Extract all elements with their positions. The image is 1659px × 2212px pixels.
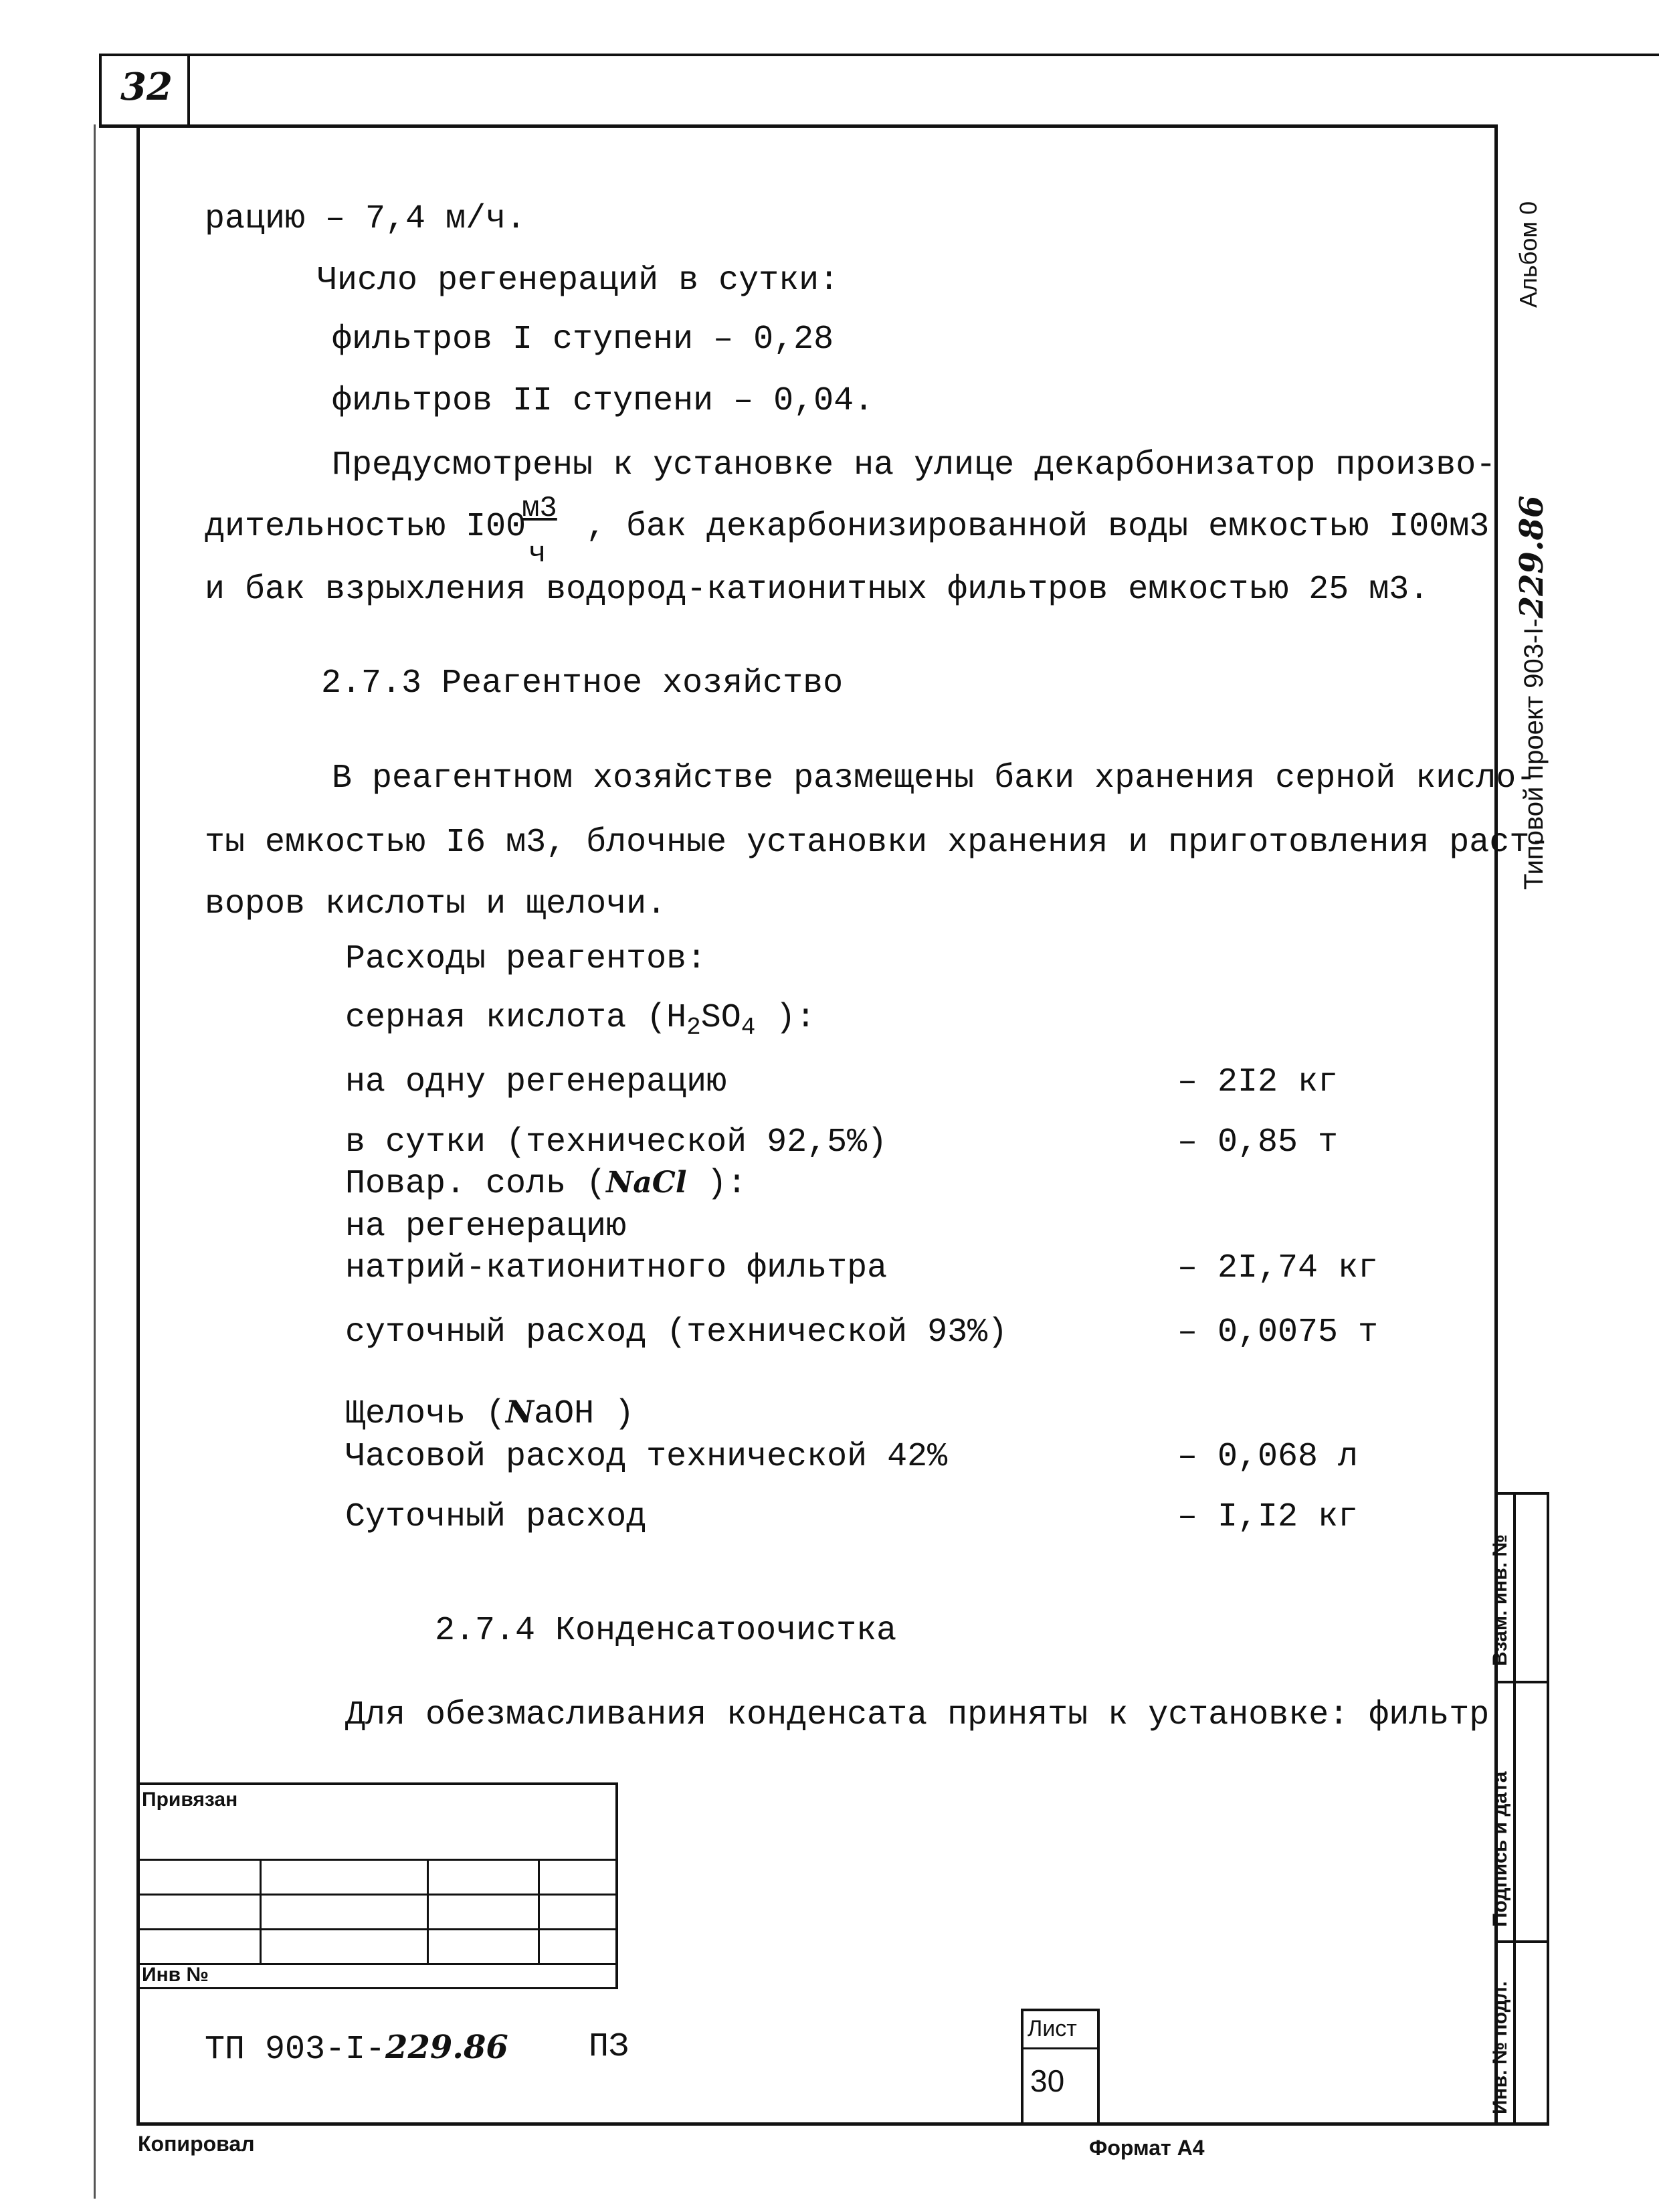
row-6-label: Часовой расход технической 42% (345, 1438, 948, 1476)
acid-end-text: ): (755, 999, 816, 1037)
row-5-label: суточный расход (технической 93%) (345, 1313, 1008, 1352)
tb-grid-col-2 (427, 1859, 429, 1963)
row-1-value: – 2I2 кг (1177, 1063, 1339, 1101)
album-label: Альбом 0 (1515, 201, 1542, 308)
alkali-label-end: aOH ) (534, 1395, 635, 1433)
tb-privyazan-label: Привязан (142, 1788, 238, 1811)
section-heading-2-7-4: 2.7.4 Конденсатоочистка (435, 1612, 897, 1650)
page-frame-bottom (136, 2122, 1549, 2126)
tb-doc-code-text: ТП 903-I- (205, 2031, 386, 2069)
corner-page-number: 32 (120, 65, 173, 109)
tb-inv-label: Инв № (142, 1964, 209, 1986)
row-7-value: – I,I2 кг (1177, 1498, 1359, 1536)
stamp-label-signature-date: Подпись и дата (1489, 1771, 1511, 1927)
salt-label-end: ): (686, 1165, 747, 1203)
row-6-value: – 0,068 л (1177, 1438, 1359, 1476)
project-label-text: Типовой проект 903-I- (1519, 618, 1549, 890)
tb-sheet-top (1021, 2009, 1100, 2011)
fraction-denominator: ч (528, 537, 547, 571)
row-2-value: – 0,85 т (1177, 1123, 1339, 1162)
alkali-label-text: Щелочь ( (345, 1395, 506, 1433)
tb-sheet-divider (1021, 2047, 1100, 2049)
sulfuric-acid-label (345, 998, 815, 1048)
paragraph-line-c: воров кислоты и щелочи. (205, 885, 667, 923)
acid-mid-text: SO (700, 999, 741, 1037)
tb-sheet-left (1021, 2009, 1023, 2124)
paragraph-line-b: ты емкостью I6 м3, блочные установки хранения и приготовления раст- (205, 824, 1550, 862)
row-7-label: Суточный расход (345, 1498, 647, 1536)
stamp-row-2 (1494, 1940, 1549, 1943)
row-5-value: – 0,0075 т (1177, 1313, 1379, 1352)
row-1-label: на одну регенерацию (345, 1063, 727, 1101)
project-label-handwritten: 229.86 (1513, 495, 1551, 619)
binding-margin-line (94, 124, 96, 2199)
footer-copied: Копировал (138, 2132, 255, 2156)
tb-inv-row-bottom (136, 1987, 618, 1989)
stamp-top (1494, 1492, 1549, 1495)
row-4-value: – 2I,74 кг (1177, 1249, 1379, 1287)
salt-label (345, 1163, 747, 1204)
row-4-label: натрий-катионитного фильтра (345, 1249, 888, 1287)
body-line-2: Число регенераций в сутки: (317, 262, 840, 300)
tb-grid-col-3 (538, 1859, 540, 1963)
page-frame-left (136, 124, 140, 2125)
footer-format: Формат А4 (1089, 2136, 1205, 2160)
acid-subscript-2: 2 (686, 1014, 701, 1041)
tb-grid-row-4 (136, 1963, 618, 1965)
fraction-numerator: м3 (522, 492, 557, 525)
tb-doc-code (205, 2027, 508, 2070)
body-line-7: и бак взрыхления водород-катионитных фильтров емкостью 25 м3. (205, 571, 1430, 609)
corner-box-left (99, 54, 102, 127)
tb-privyazan-top (136, 1782, 618, 1785)
salt-label-text: Повар. соль ( (345, 1165, 607, 1203)
row-3-label: на регенерацию (345, 1208, 627, 1246)
body-line-6b: , бак декарбонизированной воды емкостью I00м3 (586, 508, 1490, 546)
tb-sheet-right (1097, 2009, 1100, 2124)
alkali-label (345, 1392, 634, 1435)
body-line-3: фильтров I ступени – 0,28 (332, 320, 834, 359)
tb-grid-col-1 (260, 1859, 262, 1963)
corner-box-right (187, 54, 190, 127)
section-heading-2-7-3: 2.7.3 Реагентное хозяйство (321, 664, 844, 703)
body-line-1: рацию – 7,4 м/ч. (205, 200, 526, 238)
tb-doc-code-handwritten: 229.86 (385, 2029, 508, 2066)
row-2-label: в сутки (технической 92,5%) (345, 1123, 888, 1162)
stamp-row-1 (1494, 1681, 1549, 1683)
page-frame-top (99, 124, 1497, 128)
tb-grid-row-3 (136, 1928, 618, 1930)
acid-label-text: серная кислота (H (345, 999, 687, 1037)
paragraph-line-a: В реагентном хозяйстве размещены баки хранения серной кисло- (332, 759, 1537, 798)
stamp-label-replacement-inv: Взам. инв. № (1489, 1534, 1511, 1666)
alkali-formula-handwritten: N (506, 1394, 534, 1430)
tb-grid-row-1 (136, 1859, 618, 1861)
page-frame-top-stub (99, 54, 1659, 56)
body-line-5: Предусмотрены к установке на улице декарбонизатор произво- (332, 446, 1496, 484)
stamp-label-original-inv: Инв. № подл. (1489, 1980, 1511, 2114)
tb-privyazan-right (615, 1782, 618, 1989)
body-line-6a: дительностью I00 (205, 508, 526, 546)
body-line-4: фильтров II ступени – 0,04. (332, 382, 874, 420)
tb-sheet-label: Лист (1028, 2016, 1077, 2041)
reagents-title: Расходы реагентов: (345, 940, 707, 978)
tb-grid-row-2 (136, 1894, 618, 1896)
acid-subscript-4: 4 (741, 1014, 756, 1041)
tb-doc-type: ПЗ (589, 2028, 629, 2066)
body-last-line: Для обезмасливания конденсата приняты к установке: фильтр (345, 1696, 1490, 1734)
tb-sheet-number: 30 (1030, 2063, 1065, 2098)
stamp-divider (1513, 1492, 1516, 2125)
stamp-outer-right (1547, 1492, 1549, 2125)
salt-formula-handwritten: NaCl (606, 1166, 687, 1200)
